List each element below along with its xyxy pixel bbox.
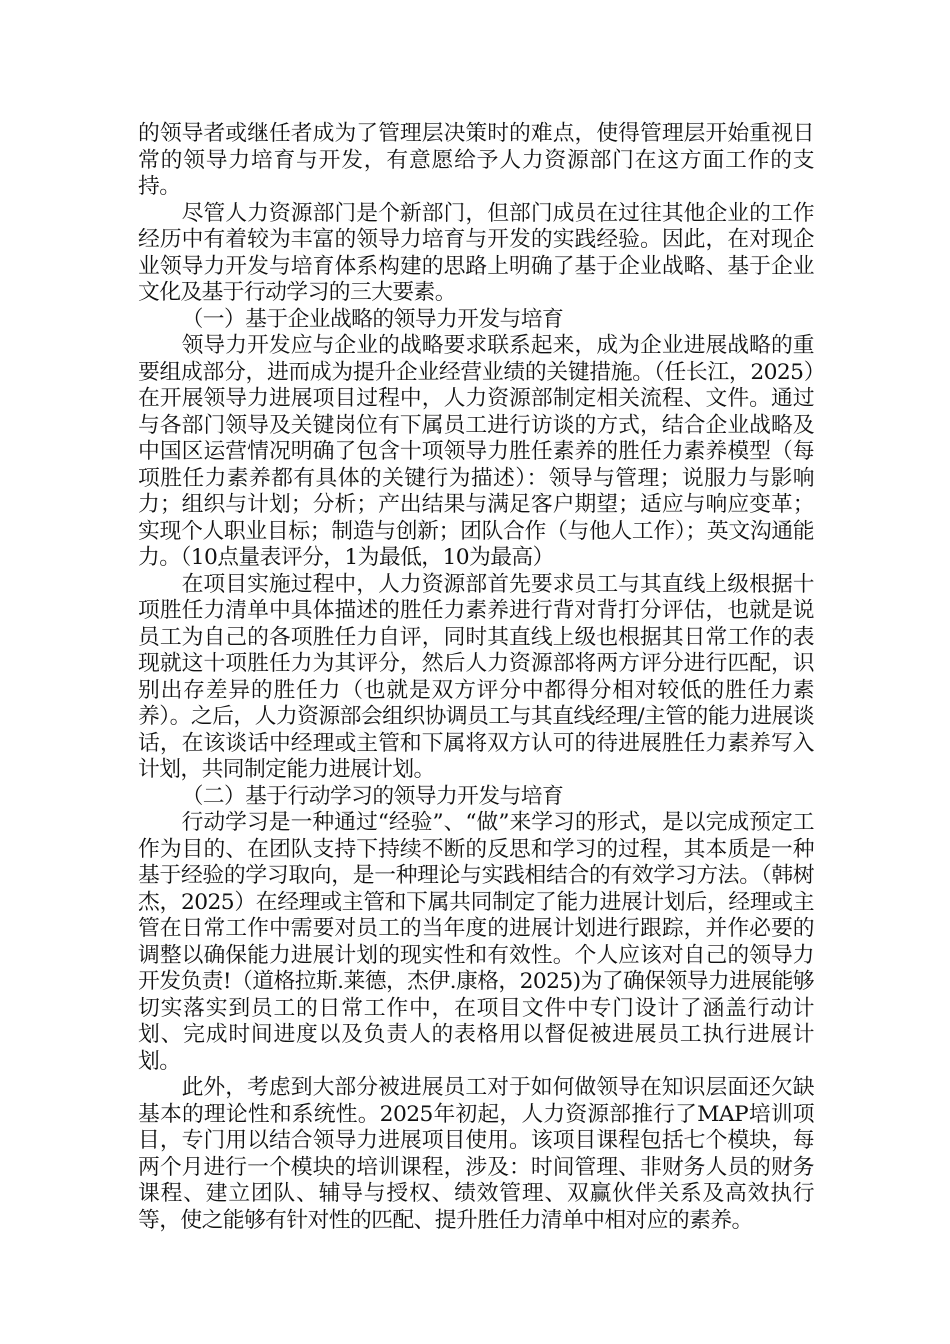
- paragraph-strategy: 领导力开发应与企业的战略要求联系起来，成为企业进展战略的重要组成部分，进而成为提升企业经营业绩的关键措施。（任长江，2025）在开展领导力进展项目过程中，人力资源部制定相关流程、文件。通过与各部门领导及关键岗位有下属员工进行访谈的方式，结合企业战略及中国区运营情况明确了包含十项领导力胜任素养的胜任力素养模型（每项胜任力素养都有具体的关键行为描述）：领导与管理；说服力与影响力；组织与计划；分析；产出结果与满足客户期望；适应与响应变革；实现个人职业目标；制造与创新；团队合作（与他人工作）；英文沟通能力。（10点量表评分，1为最低，10为最高）: [138, 333, 814, 570]
- section-heading-strategy: （一）基于企业战略的领导力开发与培育: [181, 306, 564, 332]
- paragraph-map-training: 此外，考虑到大部分被进展员工对于如何做领导在知识层面还欠缺基本的理论性和系统性。2025年初起，人力资源部推行了MAP培训项目，专门用以结合领导力进展项目使用。该项目课程包括七个模块，每两个月进行一个模块的培训课程，涉及：时间管理、非财务人员的财务课程、建立团队、辅导与授权、绩效管理、双赢伙伴关系及高效执行等，使之能够有针对性的匹配、提升胜任力清单中相对应的素养。: [138, 1075, 814, 1233]
- paragraph-implementation: 在项目实施过程中，人力资源部首先要求员工与其直线上级根据十项胜任力清单中具体描述的胜任力素养进行背对背打分评估，也就是说员工为自己的各项胜任力自评，同时其直线上级也根据其日常工作的表现就这十项胜任力为其评分，然后人力资源部将两方评分进行匹配，识别出存差异的胜任力（也就是双方评分中都得分相对较低的胜任力素养）。之后，人力资源部会组织协调员工与其直线经理/主管的能力进展谈话，在该谈话中经理或主管和下属将双方认可的待进展胜任力素养写入计划，共同制定能力进展计划。: [138, 571, 814, 782]
- paragraph-continuation: 的领导者或继任者成为了管理层决策时的难点，使得管理层开始重视日常的领导力培育与开发，有意愿给予人力资源部门在这方面工作的支持。: [138, 121, 814, 199]
- section-heading-action-learning: （二）基于行动学习的领导力开发与培育: [181, 783, 564, 809]
- paragraph-hr-background: 尽管人力资源部门是个新部门，但部门成员在过往其他企业的工作经历中有着较为丰富的领导力培育与开发的实践经验。因此，在对现企业领导力开发与培育体系构建的思路上明确了基于企业战略、基于企业文化及基于行动学习的三大要素。: [138, 200, 814, 305]
- document-body: [138, 121, 814, 1234]
- paragraph-action-learning: 行动学习是一种通过“经验”、“做”来学习的形式，是以完成预定工作为目的、在团队支持下持续不断的反思和学习的过程，其本质是一种基于经验的学习取向，是一种理论与实践相结合的有效学习方法。（韩树杰，2025）在经理或主管和下属共同制定了能力进展计划后，经理或主管在日常工作中需要对员工的当年度的进展计划进行跟踪，并作必要的调整以确保能力进展计划的现实性和有效性。个人应该对自己的领导力开发负责!（道格拉斯.莱德，杰伊.康格，2025)为了确保领导力进展能够切实落实到员工的日常工作中，在项目文件中专门设计了涵盖行动计划、完成时间进度以及负责人的表格用以督促被进展员工执行进展计划。: [138, 810, 814, 1074]
